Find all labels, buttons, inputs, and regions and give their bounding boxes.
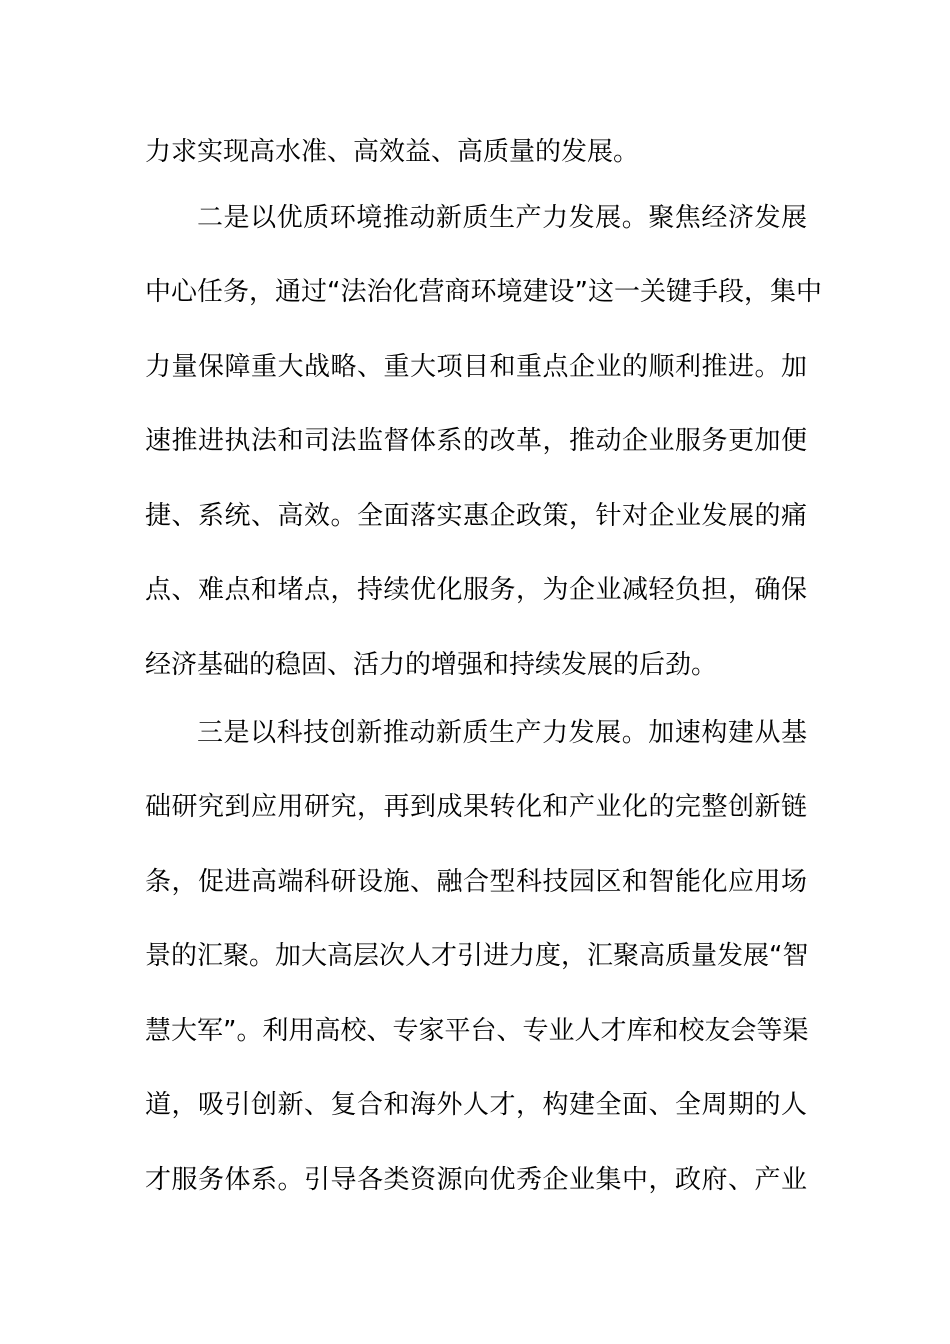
paragraph-line: 景的汇聚。加大高层次人才引进力度，汇聚高质量发展“智: [145, 941, 809, 971]
paragraph-line: 力量保障重大战略、重大项目和重点企业的顺利推进。加: [145, 352, 807, 382]
paragraph-line: 捷、系统、高效。全面落实惠企政策，针对企业发展的痛: [145, 501, 807, 531]
paragraph-line: 道，吸引创新、复合和海外人才，构建全面、全周期的人: [145, 1090, 807, 1120]
paragraph-line: 力求实现高水准、高效益、高质量的发展。: [145, 137, 640, 167]
paragraph-line: 础研究到应用研究，再到成果转化和产业化的完整创新链: [145, 792, 807, 822]
paragraph-line: 速推进执法和司法监督体系的改革，推动企业服务更加便: [145, 426, 807, 456]
paragraph-line: 二是以优质环境推动新质生产力发展。聚焦经济发展: [197, 203, 807, 233]
paragraph-line: 经济基础的稳固、活力的增强和持续发展的后劲。: [145, 650, 718, 680]
paragraph-line: 慧大军”。利用高校、专家平台、专业人才库和校友会等渠: [145, 1016, 809, 1046]
paragraph-line: 点、难点和堵点，持续优化服务，为企业减轻负担，确保: [145, 575, 807, 605]
paragraph-line: 中心任务，通过“法治化营商环境建设”这一关键手段，集中: [145, 277, 822, 307]
paragraph-line: 才服务体系。引导各类资源向优秀企业集中，政府、产业: [145, 1165, 807, 1195]
paragraph-line: 三是以科技创新推动新质生产力发展。加速构建从基: [197, 718, 807, 748]
paragraph-line: 条，促进高端科研设施、融合型科技园区和智能化应用场: [145, 867, 807, 897]
